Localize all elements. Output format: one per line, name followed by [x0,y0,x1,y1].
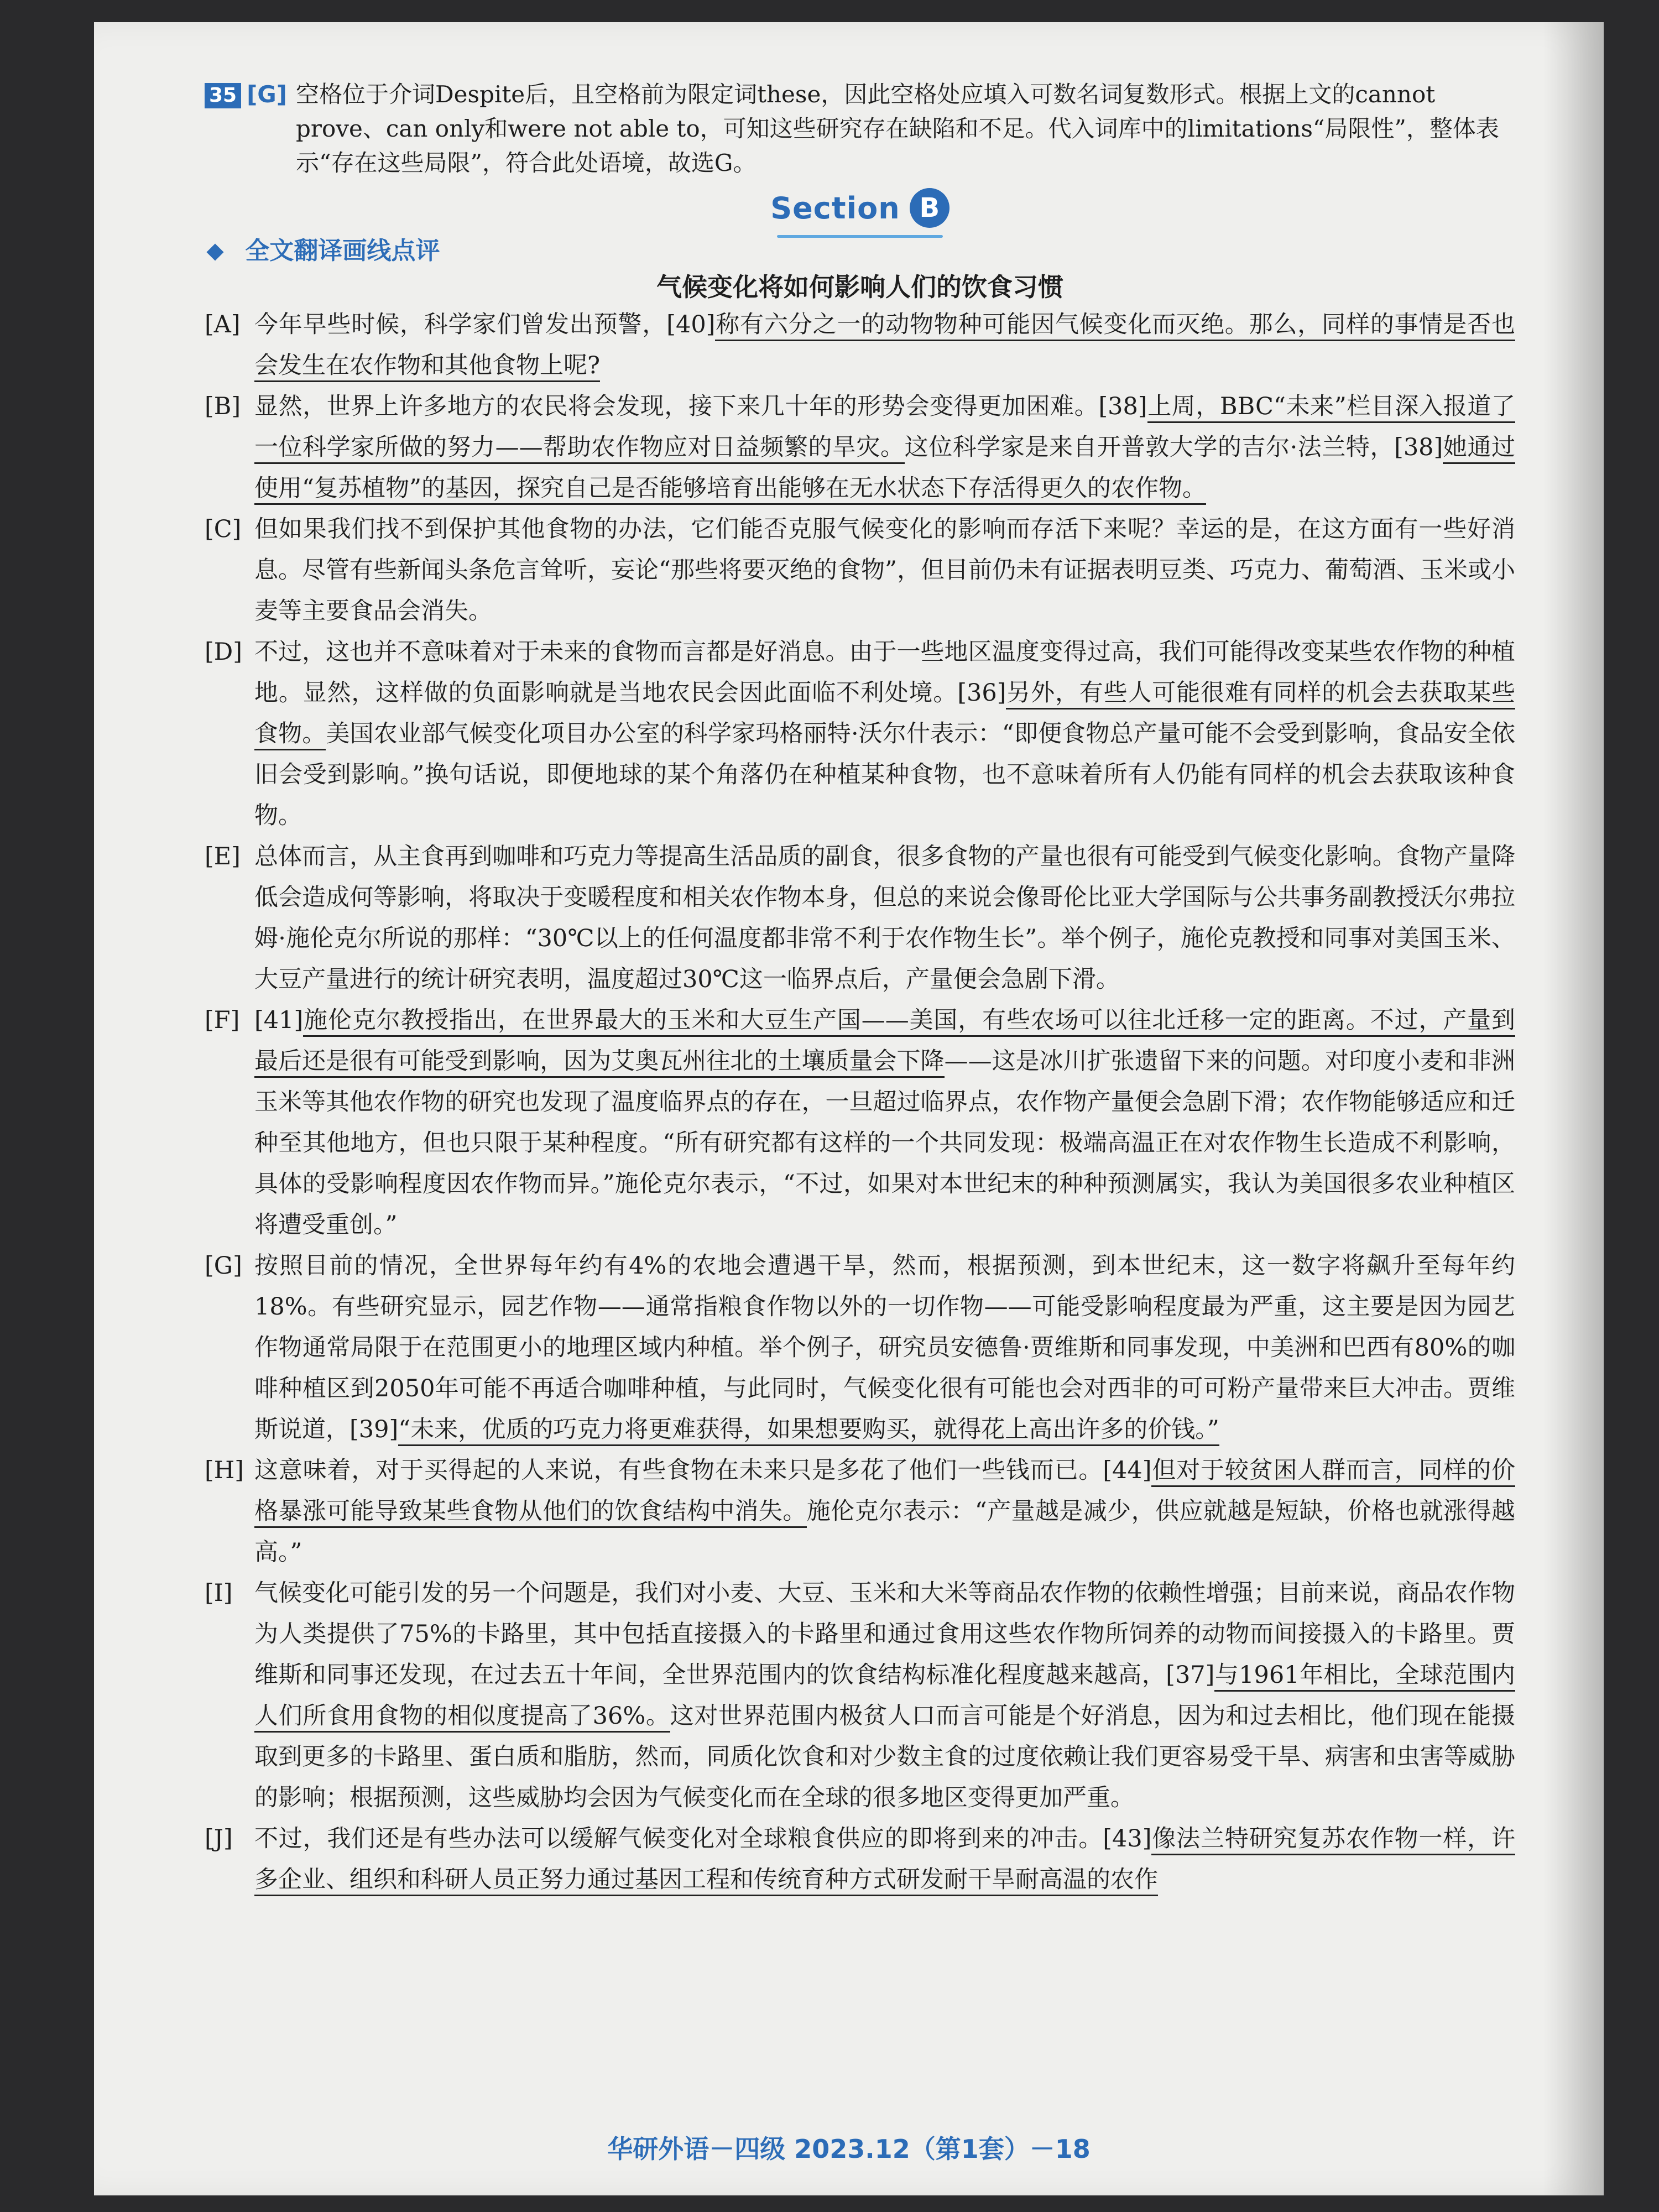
paragraph [205,304,1515,386]
paragraph-label: [C] [205,515,242,543]
paragraph-label: [J] [205,1825,233,1853]
underlined-segment: 像法兰特研究复苏农作物一样，许多企业、组织和科研人员正努力通过基因工程和传统育种方式研发耐干旱耐高温的农作 [254,1825,1515,1896]
underlined-segment: 称有六分之一的动物物种可能因气候变化而灭绝。那么，同样的事情是否也会发生在农作物和其他食物上呢? [254,311,1515,382]
paragraph-label: [I] [205,1579,233,1607]
paragraph [205,632,1515,836]
paragraph-label: [D] [205,638,243,666]
paragraph-text [254,386,1515,509]
paragraph-text [254,1818,1515,1900]
underlined-segment: 另外，有些人可能很难有同样的机会去获取某些食物。 [254,679,1515,750]
section-heading [205,188,1515,241]
paragraph-label: [A] [205,311,241,338]
diamond-bullet-icon [206,243,223,260]
article-paragraphs [205,304,1515,1900]
paragraph-text [254,1000,1515,1245]
section-word: Section [770,190,900,226]
underlined-segment: 上周，BBC“未来”栏目深入报道了一位科学家所做的努力——帮助农作物应对日益频繁的旱灾。 [254,393,1515,464]
paragraph-text [254,836,1515,1000]
paragraph-text [254,1573,1515,1818]
paragraph [205,836,1515,1000]
paragraph-label: [H] [205,1457,244,1484]
paragraph [205,1450,1515,1573]
underlined-segment: 她通过使用“复苏植物”的基因，探究自己是否能够培育出能够在无水状态下存活得更久的农作物。 [254,434,1515,505]
text-segment: 美国农业部气候变化项目办公室的科学家玛格丽特·沃尔什表示：“即便食物总产量可能不会受到影响，食品安全依旧会受到影响。”换句话说，即便地球的某个角落仍在种植某种食物，也不意味着所有人仍能有同样的机会去获取该种食物。 [254,720,1516,830]
section-underline [777,235,943,238]
text-segment: 施伦克尔表示：“产量越是减少，供应就越是短缺，价格也就涨得越高。” [254,1498,1516,1566]
text-segment: [41] [254,1006,304,1034]
text-segment: 不过，这也并不意味着对于未来的食物而言都是好消息。由于一些地区温度变得过高，我们可能得改变某些农作物的种植地。显然，这样做的负面影响就是当地农民会因此面临不利处境。[36] [254,638,1515,707]
paragraph-text [254,1245,1515,1450]
page-edge-shadow [1543,22,1604,2195]
book-page [94,22,1604,2195]
paragraph [205,1245,1515,1450]
paragraph [205,1573,1515,1818]
paragraph-text [254,509,1515,632]
text-segment: 这位科学家是来自开普敦大学的吉尔·法兰特，[38] [904,434,1443,461]
underlined-segment: 施伦克尔教授指出，在世界最大的玉米和大豆生产国——美国，有些农场可以往北迁移一定的距离。不过，产量到最后还是很有可能受到影响，因为艾奥瓦州往北的土壤质量会下降 [254,1006,1515,1078]
text-segment: 按照目前的情况，全世界每年约有4%的农地会遭遇干旱，然而，根据预测，到本世纪末，这一数字将飙升至每年约18%。有些研究显示，园艺作物——通常指粮食作物以外的一切作物——可能受影响程度最为严重，这主要是因为园艺作物通常局限于在范围更小的地理区域内种植。举个例子，研究员安德鲁·贾维斯和同事发现，中美洲和巴西有80%的咖啡种植区到2050年可能不再适合咖啡种植，与此同时，气候变化很有可能也会对西非的可可粉产量带来巨大冲击。贾维斯说道，[39] [254,1252,1515,1443]
paragraph [205,1000,1515,1245]
section-letter-badge: B [910,188,950,228]
paragraph [205,386,1515,509]
text-segment: 但如果我们找不到保护其他食物的办法，它们能否克服气候变化的影响而存活下来呢？幸运的是，在这方面有一些好消息。尽管有些新闻头条危言耸听，妄论“那些将要灭绝的食物”，但目前仍未有证据表明豆类、巧克力、葡萄酒、玉米或小麦等主要食品会消失。 [254,515,1515,625]
explanation-text: 空格位于介词Despite后，且空格前为限定词these，因此空格处应填入可数名词复数形式。根据上文的cannot prove、can only和were not able to，可知这些研究存在缺陷和不足。代入词库中的limitations“局限性”，整体表示“存在这些局限”，符合此处语境，故选G。 [295,81,1499,176]
text-segment: 这意味着，对于买得起的人来说，有些食物在未来只是多花了他们一些钱而已。[44] [254,1457,1152,1484]
underlined-segment: 但对于较贫困人群而言，同样的价格暴涨可能导致某些食物从他们的饮食结构中消失。 [254,1457,1515,1528]
underlined-segment: “未来，优质的巧克力将更难获得，如果想要购买，就得花上高出许多的价钱。” [398,1416,1219,1446]
page-content [205,77,1515,1900]
paragraph-text [254,1450,1515,1573]
page-footer: 华研外语－四级 2023.12（第1套）－18 [607,2134,1091,2164]
text-segment: ——这是冰川扩张遗留下来的问题。对印度小麦和非洲玉米等其他农作物的研究也发现了温度临界点的存在，一旦超过临界点，农作物产量便会急剧下滑；农作物能够适应和迁种至其他地方，但也只限于某种程度。“所有研究都有这样的一个共同发现：极端高温正在对农作物生长造成不利影响，具体的受影响程度因农作物而异。”施伦克尔表示，“不过，如果对本世纪末的种种预测属实，我认为美国很多农业种植区将遭受重创。” [254,1047,1516,1239]
paragraph-label: [E] [205,843,241,870]
paragraph [205,1818,1515,1900]
paragraph [205,509,1515,632]
text-segment: 显然，世界上许多地方的农民将会发现，接下来几十年的形势会变得更加困难。[38] [254,393,1147,420]
answer-key: [G] [247,81,287,108]
paragraph-label: [B] [205,393,241,420]
underlined-segment: 与1961年相比，全球范围内人们所食用食物的相似度提高了36%。 [254,1661,1515,1733]
paragraph-label: [F] [205,1006,240,1034]
paragraph-label: [G] [205,1252,242,1280]
question-number-badge: 35 [205,83,241,108]
paragraph-text [254,632,1515,836]
text-segment: 总体而言，从主食再到咖啡和巧克力等提高生活品质的副食，很多食物的产量也很有可能受到气候变化影响。食物产量降低会造成何等影响，将取决于变暖程度和相关农作物本身，但总的来说会像哥伦比亚大学国际与公共事务副教授沃尔弗拉姆·施伦克尔所说的那样：“30℃以上的任何温度都非常不利于农作物生长”。举个例子，施伦克教授和同事对美国玉米、大豆产量进行的统计研究表明，温度超过30℃这一临界点后，产量便会急剧下滑。 [254,843,1515,993]
text-segment: 今年早些时候，科学家们曾发出预警，[40] [254,311,716,338]
article-title: 气候变化将如何影响人们的饮食习惯 [656,272,1063,302]
text-segment: 气候变化可能引发的另一个问题是，我们对小麦、大豆、玉米和大米等商品农作物的依赖性增强；目前来说，商品农作物为人类提供了75%的卡路里，其中包括直接摄入的卡路里和通过食用这些农作物所饲养的动物而间接摄入的卡路里。贾维斯和同事还发现，在过去五十年间，全世界范围内的饮食结构标准化程度越来越高，[37] [254,1579,1515,1689]
paragraph-text [254,304,1515,386]
subheading-text: 全文翻译画线点评 [245,237,440,265]
question-35-explanation [205,77,1515,180]
text-segment: 不过，我们还是有些办法可以缓解气候变化对全球粮食供应的即将到来的冲击。[43] [254,1825,1152,1853]
text-segment: 这对世界范围内极贫人口而言可能是个好消息，因为和过去相比，他们现在能摄取到更多的卡路里、蛋白质和脂肪，然而，同质化饮食和对少数主食的过度依赖让我们更容易受干旱、病害和虫害等威胁的影响；根据预测，这些威胁均会因为气候变化而在全球的很多地区变得更加严重。 [254,1702,1516,1812]
